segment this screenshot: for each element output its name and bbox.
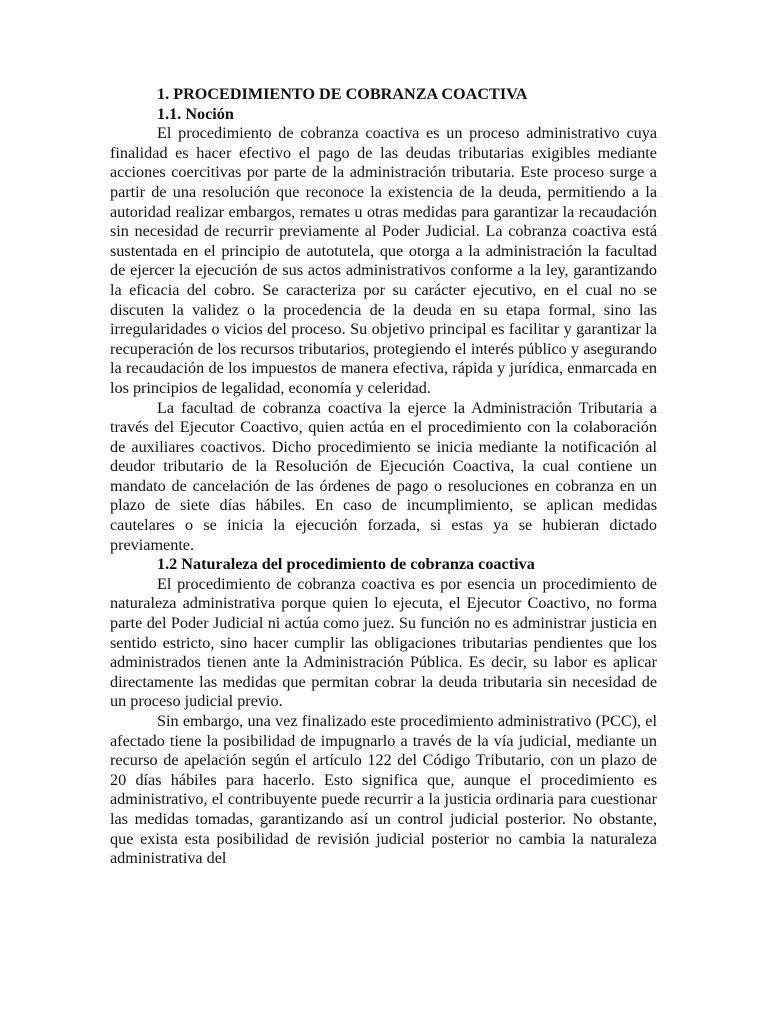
paragraph: El procedimiento de cobranza coactiva es un proceso administrativo cuya finalidad es hacer efectivo el pago de las deudas tributarias exigibles mediante acciones coercitivas por parte de la administración tributaria. Este proceso surge a partir de una resolución que reconoce la existencia de la deuda, permitiendo a la autoridad realizar embargos, remates u otras medidas para garantizar la recaudación sin necesidad de recurrir previamente al Poder Judicial. La cobranza coactiva está sustentada en el principio de autotutela, que otorga a la administración la facultad de ejercer la ejecución de sus actos administrativos conforme a la ley, garantizando la eficacia del cobro. Se caracteriza por su carácter ejecutivo, en el cual no se discuten la validez o la procedencia de la deuda en su etapa formal, sino las irregularidades o vicios del proceso. Su objetivo principal es facilitar y garantizar la recuperación de los recursos tributarios, protegiendo el interés público y asegurando la recaudación de los impuestos de manera efectiva, rápida y jurídica, enmarcada en los principios de legalidad, economía y celeridad. (110, 124, 657, 397)
paragraph: El procedimiento de cobranza coactiva es por esencia un procedimiento de naturaleza administrativa porque quien lo ejecuta, el Ejecutor Coactivo, no forma parte del Poder Judicial ni actúa como juez. Su función no es administrar justicia en sentido estricto, sino hacer cumplir las obligaciones tributarias pendientes que los administrados tienen ante la Administración Pública. Es decir, su labor es aplicar directamente las medidas que permitan cobrar la deuda tributaria sin necesidad de un proceso judicial previo. (110, 574, 657, 711)
section-heading-1-2: 1.2 Naturaleza del procedimiento de cobranza coactiva (157, 555, 535, 574)
section-heading-1-1: 1.1. Noción (157, 104, 234, 123)
document-page (110, 85, 657, 869)
document-title: 1. PROCEDIMIENTO DE COBRANZA COACTIVA (157, 85, 528, 103)
paragraph: La facultad de cobranza coactiva la ejerce la Administración Tributaria a través del Ejecutor Coactivo, quien actúa en el procedimiento con la colaboración de auxiliares coactivos. Dicho procedimiento se inicia mediante la notificación al deudor tributario de la Resolución de Ejecución Coactiva, la cual contiene un mandato de cancelación de las órdenes de pago o resoluciones en cobranza en un plazo de siete días hábiles. En caso de incumplimiento, se aplican medidas cautelares o se inicia la ejecución forzada, si estas ya se hubieran dictado previamente. (110, 398, 657, 554)
paragraph: Sin embargo, una vez finalizado este procedimiento administrativo (PCC), el afectado tiene la posibilidad de impugnarlo a través de la vía judicial, mediante un recurso de apelación según el artículo 122 del Código Tributario, con un plazo de 20 días hábiles para hacerlo. Esto significa que, aunque el procedimiento es administrativo, el contribuyente puede recurrir a la justicia ordinaria para cuestionar las medidas tomadas, garantizando así un control judicial posterior. No obstante, que exista esta posibilidad de revisión judicial posterior no cambia la naturaleza administrativa del (110, 712, 657, 868)
